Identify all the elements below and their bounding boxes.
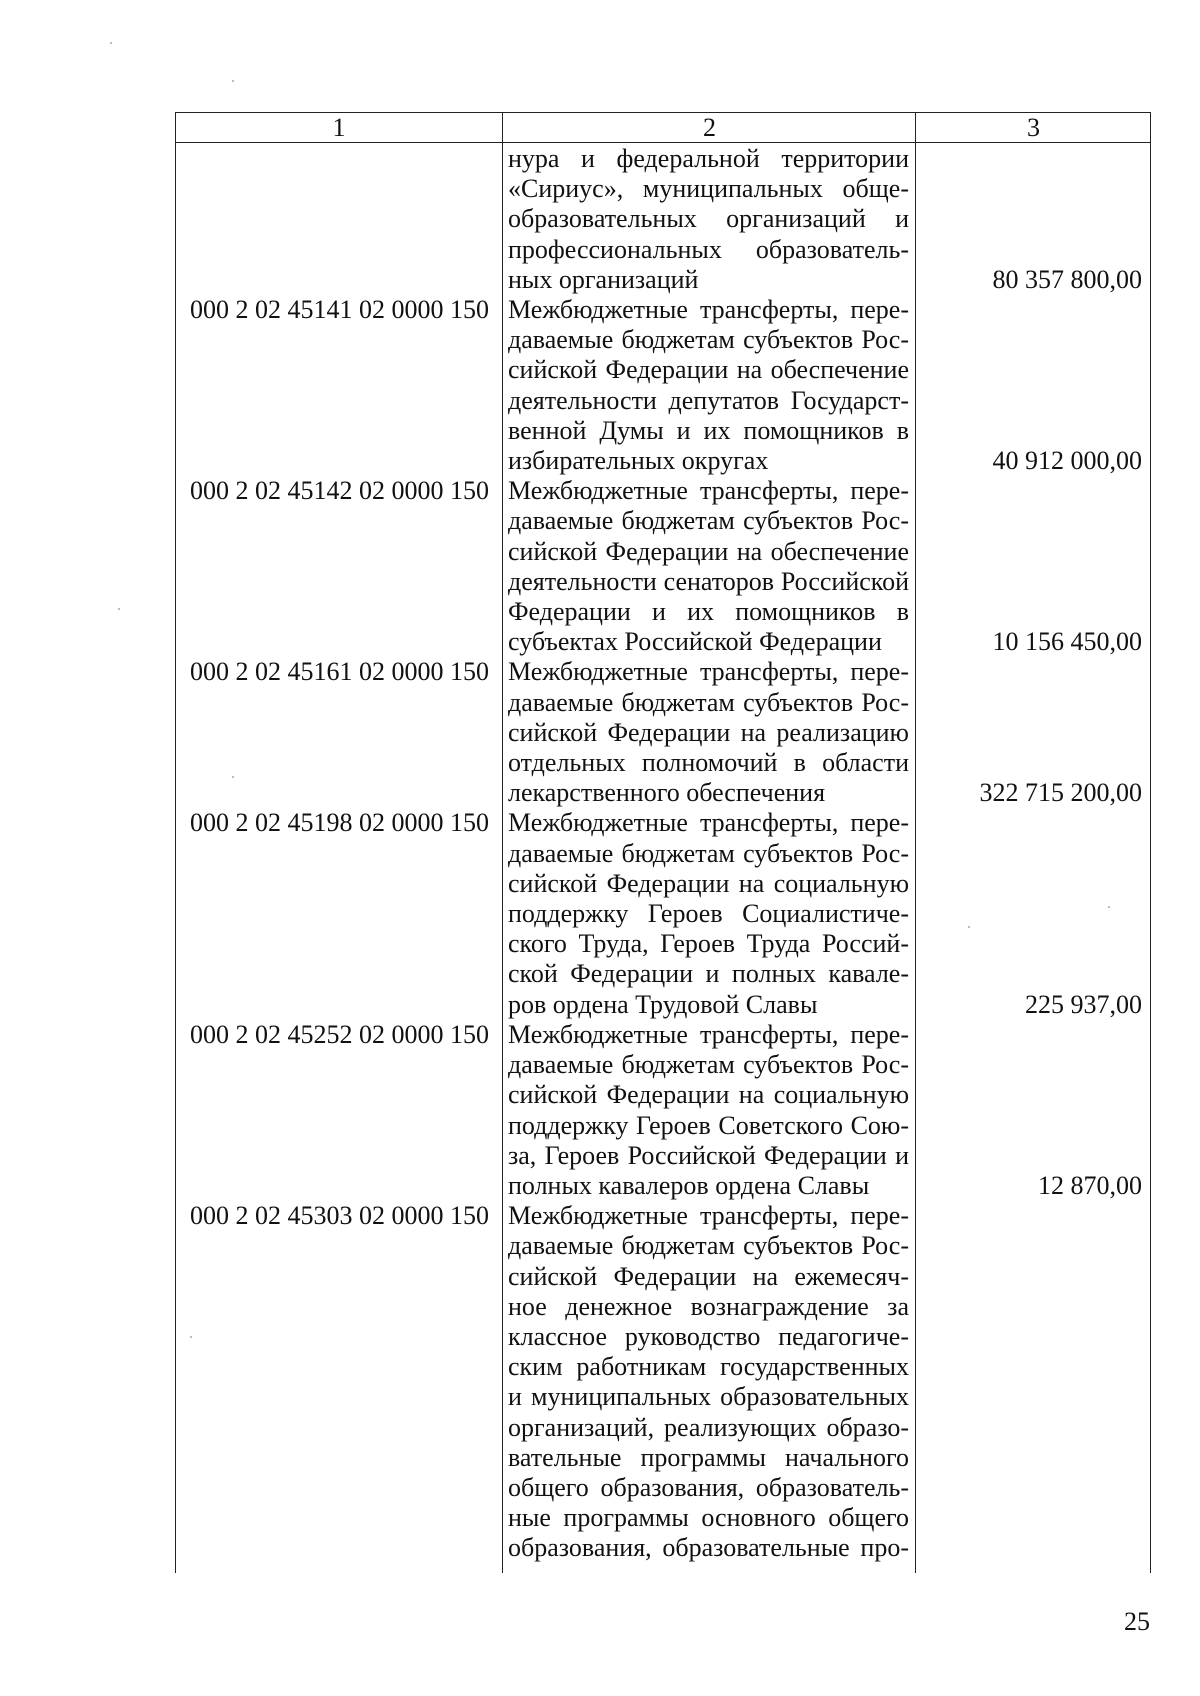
row-amount: 225 937,00: [1025, 989, 1142, 1019]
description-line: Межбюджетные трансферты, пере-: [508, 808, 909, 838]
row-description: [502, 476, 915, 657]
scan-speck: [232, 80, 234, 82]
scan-speck: [110, 42, 112, 44]
column-header-amount: 3: [1027, 113, 1040, 142]
description-line: сийской Федерации на социальную: [508, 868, 909, 898]
table-body: [176, 144, 1150, 1564]
column-header-description: 2: [703, 113, 716, 142]
description-line: даваемые бюджетам субъектов Рос-: [508, 687, 909, 717]
description-line: за, Героев Российской Федерации и: [508, 1140, 909, 1170]
row-description: [502, 295, 915, 476]
description-line: даваемые бюджетам субъектов Рос-: [508, 506, 909, 536]
table-row: [176, 295, 1150, 476]
page-number: 25: [1124, 1607, 1150, 1636]
description-line: отдельных полномочий в области: [508, 748, 909, 778]
description-line: образования, образовательные про-: [508, 1533, 909, 1563]
scan-speck: [190, 1336, 192, 1338]
row-description: [502, 1020, 915, 1201]
row-code: 000 2 02 45198 02 0000 150: [190, 808, 489, 838]
description-line: даваемые бюджетам субъектов Рос-: [508, 1231, 909, 1261]
row-description: [502, 657, 915, 808]
row-amount: 80 357 800,00: [992, 264, 1142, 294]
description-line: поддержку Героев Советского Сою-: [508, 1110, 909, 1140]
description-line: ных организаций: [508, 264, 699, 294]
table-row-continuation: [176, 144, 1150, 295]
description-line: деятельности депутатов Государст-: [508, 385, 909, 415]
description-line: нура и федеральной территории: [508, 144, 909, 173]
table-row: [176, 657, 1150, 808]
description-line: Межбюджетные трансферты, пере-: [508, 295, 909, 325]
row-code: 000 2 02 45142 02 0000 150: [190, 476, 489, 506]
row-code: 000 2 02 45141 02 0000 150: [190, 295, 489, 325]
description-line: общего образования, образователь-: [508, 1472, 909, 1502]
row-amount: 10 156 450,00: [992, 627, 1142, 657]
description-line: субъектах Российской Федерации: [508, 627, 882, 657]
row-amount: 322 715 200,00: [979, 778, 1142, 808]
scan-speck: [118, 608, 120, 610]
row-description: [502, 1201, 915, 1563]
description-line: сийской Федерации на ежемесяч-: [508, 1261, 909, 1291]
description-line: вательные программы начального: [508, 1442, 909, 1472]
description-line: лекарственного обеспечения: [508, 778, 826, 808]
description-line: ским работникам государственных: [508, 1352, 909, 1382]
description-line: Межбюджетные трансферты, пере-: [508, 1201, 909, 1231]
scan-speck: [232, 776, 234, 778]
description-line: Межбюджетные трансферты, пере-: [508, 1019, 909, 1049]
description-line: Федерации и их помощников в: [508, 597, 909, 627]
row-code: 000 2 02 45303 02 0000 150: [190, 1201, 489, 1231]
row-code: 000 2 02 45252 02 0000 150: [190, 1019, 489, 1049]
table-row: [176, 1020, 1150, 1201]
scan-speck: [1108, 906, 1110, 908]
description-line: «Сириус», муниципальных обще-: [508, 174, 909, 204]
description-line: сийской Федерации на обеспечение: [508, 355, 909, 385]
description-line: ные программы основного общего: [508, 1503, 909, 1533]
row-code: 000 2 02 45161 02 0000 150: [190, 657, 489, 687]
description-line: Межбюджетные трансферты, пере-: [508, 657, 909, 687]
table-row: [176, 808, 1150, 1019]
row-amount: 40 912 000,00: [992, 446, 1142, 476]
description-line: сийской Федерации на обеспечение: [508, 536, 909, 566]
row-description: [502, 808, 915, 1019]
description-line: и муниципальных образовательных: [508, 1382, 909, 1412]
description-line: деятельности сенаторов Российской: [508, 566, 909, 596]
description-line: классное руководство педагогиче-: [508, 1321, 909, 1351]
description-line: ное денежное вознаграждение за: [508, 1291, 909, 1321]
table-row: [176, 1201, 1150, 1563]
column-header-code: 1: [332, 113, 346, 142]
table-row: [176, 476, 1150, 657]
row-amount: [915, 1201, 1150, 1563]
description-line: образовательных организаций и: [508, 204, 909, 234]
description-line: ской Федерации и полных кавале-: [508, 959, 909, 989]
description-line: ров ордена Трудовой Славы: [508, 989, 818, 1019]
row-amount: 12 870,00: [1038, 1170, 1142, 1200]
description-line: даваемые бюджетам субъектов Рос-: [508, 325, 909, 355]
description-line: Межбюджетные трансферты, пере-: [508, 476, 909, 506]
description-line: даваемые бюджетам субъектов Рос-: [508, 838, 909, 868]
description-line: сийской Федерации на социальную: [508, 1080, 909, 1110]
description-line: даваемые бюджетам субъектов Рос-: [508, 1050, 909, 1080]
description-line: сийской Федерации на реализацию: [508, 717, 909, 747]
description-line: организаций, реализующих образо-: [508, 1412, 909, 1442]
description-line: венной Думы и их помощников в: [508, 415, 909, 445]
table-header: [176, 113, 1150, 143]
description-line: поддержку Героев Социалистиче-: [508, 899, 909, 929]
description-line: избирательных округах: [508, 446, 769, 476]
description-line: профессиональных образователь-: [508, 234, 909, 264]
row-description: [502, 144, 915, 295]
row-code: [176, 144, 502, 295]
scan-speck: [968, 926, 970, 928]
budget-table: [175, 112, 1151, 1573]
description-line: ского Труда, Героев Труда Россий-: [508, 929, 909, 959]
description-line: полных кавалеров ордена Славы: [508, 1170, 870, 1200]
